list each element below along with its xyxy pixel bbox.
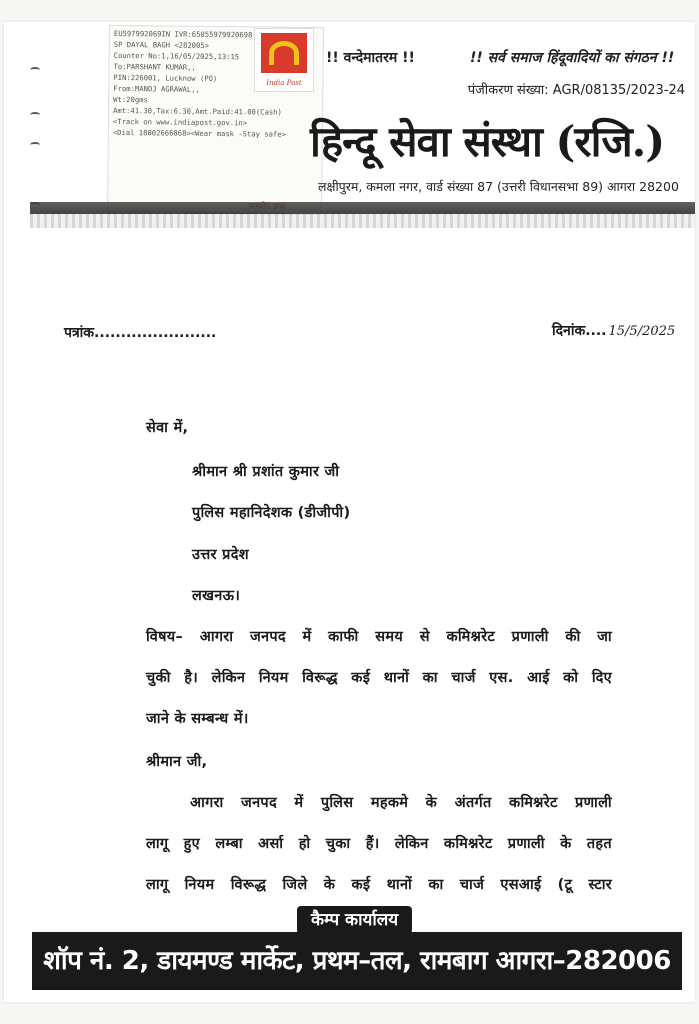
receipt-line: PIN:226001, Lucknow (PO) xyxy=(113,72,218,84)
receipt-line: Amt:41.30,Tax:6.30,Amt.Paid:41.00(Cash) xyxy=(113,105,282,117)
footer-title: कैम्प कार्यालय xyxy=(297,906,412,934)
receipt-line: <Track on www.indiapost.gov.in> xyxy=(112,116,248,128)
receipt-line: EU597992069IN IVR:65055979920698 xyxy=(113,28,253,40)
reference-number: पत्रांक....................... xyxy=(64,325,217,341)
header-divider-texture xyxy=(30,214,695,228)
salutation: सेवा में, xyxy=(146,420,189,436)
addressee-line: लखनऊ। xyxy=(192,588,241,604)
registration-number: पंजीकरण संख्या: AGR/08135/2023-24 xyxy=(467,83,685,98)
receipt-line: <Dial 18002666868><Wear mask -Stay safe> xyxy=(112,127,286,139)
punch-hole-mark xyxy=(30,112,40,118)
receipt-line: From:MANOJ AGRAWAL,, xyxy=(113,83,200,94)
logo-caption: India Post xyxy=(266,79,302,87)
punch-hole-mark xyxy=(30,142,40,148)
addressee-line: उत्तर प्रदेश xyxy=(192,547,249,563)
punch-hole-mark xyxy=(30,67,40,73)
receipt-line: Wt:20gms xyxy=(113,94,148,105)
india-post-icon xyxy=(261,33,307,73)
receipt-line: Counter No:1,16/05/2025,13:15 xyxy=(113,50,240,62)
addressee-line: श्रीमान श्री प्रशांत कुमार जी xyxy=(192,464,340,480)
date-label: दिनांक xyxy=(552,323,586,339)
greeting: श्रीमान जी, xyxy=(146,754,208,770)
subject-line: चुकी है। लेकिन नियम विरूद्ध कई थानों का चार्ज एस. आई को दिए xyxy=(146,670,612,686)
motto-right: !! सर्व समाज हिंदूवादियों का संगठन !! xyxy=(470,50,675,66)
body-line: लागू हुए लम्बा अर्सा हो चुका हैं। लेकिन कमिश्नरेट प्रणाली के तहत xyxy=(146,836,612,852)
receipt-line: To:PARSHANT KUMAR,, xyxy=(113,61,196,72)
motto-left: !! वन्देमातरम !! xyxy=(326,50,415,66)
receipt-line: SP DAYAL BAGH <282005> xyxy=(113,39,210,50)
body-line: लागू नियम विरूद्ध जिले के कई थानों का चार्ज एसआई (टू स्टार xyxy=(146,877,612,893)
body-line: आगरा जनपद में पुलिस महकमे के अंतर्गत कमिश्नरेट प्रणाली xyxy=(190,795,612,811)
date-value: 15/5/2025 xyxy=(608,324,676,339)
letter-date: दिनांक.... 15/5/2025 xyxy=(552,323,676,339)
header-divider xyxy=(30,202,695,214)
subject-line: विषय– आगरा जनपद में काफी समय से कमिश्नरेट प्रणाली की जा xyxy=(146,629,612,645)
organization-address: लक्षीपुरम, कमला नगर, वार्ड संख्या 87 (उत्तरी विधानसभा 89) आगरा 28200 xyxy=(318,179,679,194)
subject-line: जाने के सम्बन्ध में। xyxy=(146,711,249,727)
india-post-logo xyxy=(254,28,314,92)
organization-name: हिन्दू सेवा संस्था (रजि.) xyxy=(310,117,665,166)
addressee-line: पुलिस महानिदेशक (डीजीपी) xyxy=(192,505,351,521)
footer-address: शॉप नं. 2, डायमण्ड मार्केट, प्रथम–तल, रामबाग आगरा–282006 xyxy=(32,932,682,990)
